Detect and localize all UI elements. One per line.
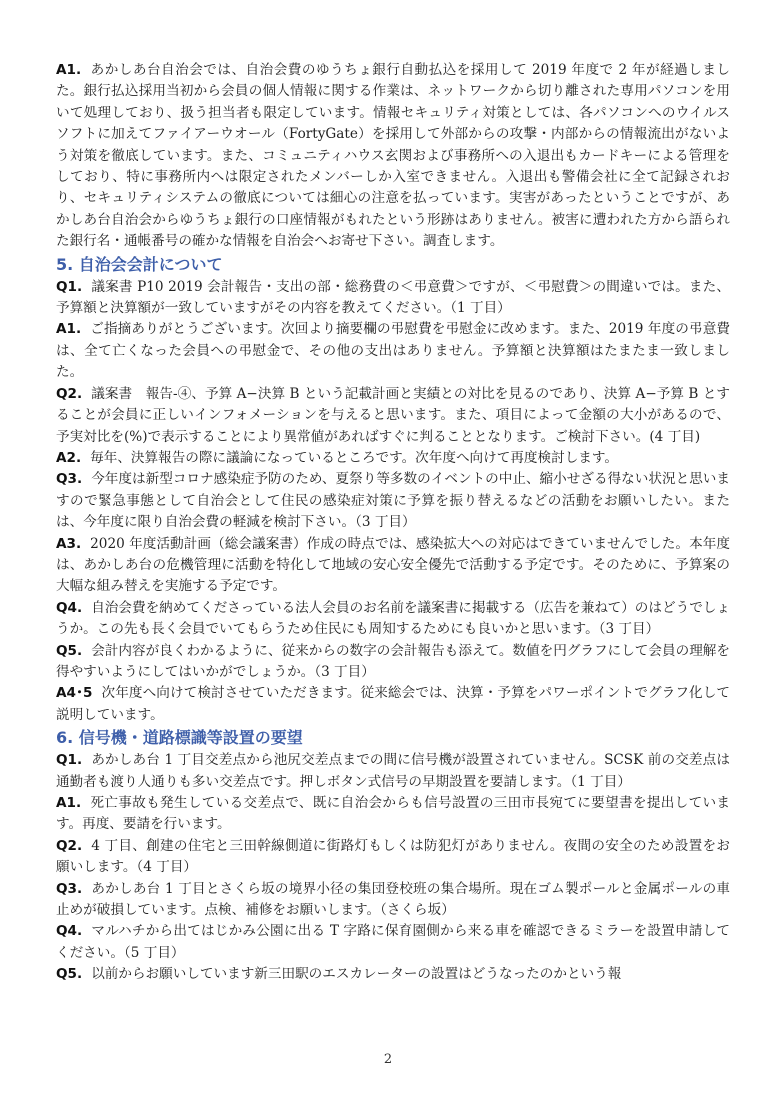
qa-text: 会計内容が良くわかるように、従来からの数字の会計報告も添えて。数値を円グラフにして会員の理解を得やすいようにしてはいかがでしょうか。（3 丁目） bbox=[56, 642, 730, 680]
qa-label: Q2. bbox=[56, 837, 83, 854]
qa-entry bbox=[56, 319, 730, 383]
document-body bbox=[56, 60, 730, 986]
qa-text: 議案書 P10 2019 会計報告・支出の部・総務費の＜弔意費＞ですが、＜弔慰費＞の間違いでは。また、予算額と決算額が一致していますがその内容を教えてください。（1 丁目） bbox=[56, 278, 730, 317]
qa-text: 今年度は新型コロナ感染症予防のため、夏祭り等多数のイベントの中止、縮小せざる得ない状況と思いますので緊急事態として自治会として住民の感染症対策に予算を振り替えるなどの活動をお願いしたい。または、今年度に限り自治会費の軽減を検討下さい。（3 丁目） bbox=[56, 471, 730, 531]
qa-entry bbox=[56, 60, 730, 253]
section-heading: 6. 信号機・道路標識等設置の要望 bbox=[56, 728, 303, 748]
qa-text: ご指摘ありがとうございます。次回より摘要欄の弔慰費を弔慰金に改めます。また、2019 年度の弔意費は、全て亡くなった会員への弔慰金で、その他の支出はありません。予算額と決算額はたまたま一致しました。 bbox=[56, 321, 730, 381]
qa-entry bbox=[56, 534, 730, 598]
qa-label: Q1. bbox=[56, 752, 83, 769]
qa-entry bbox=[56, 836, 730, 879]
qa-entry bbox=[56, 683, 730, 726]
qa-text: 死亡事故も発生している交差点で、既に自治会からも信号設置の三田市長宛てに要望書を提出しています。再度、要請を行います。 bbox=[56, 795, 730, 833]
section-heading: 5. 自治会会計について bbox=[56, 254, 223, 274]
qa-entry bbox=[56, 598, 730, 641]
qa-entry bbox=[56, 964, 730, 985]
qa-entry bbox=[56, 641, 730, 684]
qa-label: Q5. bbox=[56, 966, 83, 983]
qa-label: A2. bbox=[56, 449, 82, 466]
qa-text: あかしあ台 1 丁目交差点から池尻交差点までの間に信号機が設置されていません。SCSK 前の交差点は通勤者も渡り人通りも多い交差点です。押しボタン式信号の早期設置を要請します。（1 丁目） bbox=[56, 752, 730, 790]
qa-label: Q5. bbox=[56, 642, 83, 659]
qa-entry bbox=[56, 448, 730, 469]
qa-text: 2020 年度活動計画（総会議案書）作成の時点では、感染拡大への対応はできていませんでした。本年度は、あかしあ台の危機管理に活動を特化して地域の安心安全優先で活動する予定です。そのために、予算案の大幅な組み替えを実施する予定です。 bbox=[56, 535, 730, 595]
qa-text: マルハチから出てはじかみ公園に出る T 字路に保育園側から来る車を確認できるミラーを設置申請してください。（5 丁目） bbox=[56, 923, 730, 961]
qa-entry bbox=[56, 384, 730, 448]
qa-text: 以前からお願いしています新三田駅のエスカレーターの設置はどうなったのかという報 bbox=[91, 966, 622, 983]
qa-entry bbox=[56, 469, 730, 533]
qa-text: 議案書 報告-④、予算 A−決算 B という記載計画と実績との対比を見るのであり、決算 A−予算 B とすることが会員に正しいインフォメーションを与えると思います。また、項目によって金額の大小があるので、予実対比を(%)で表示することにより異常値があればすぐに判ることとなります。ご検討下さい。(4 丁目) bbox=[56, 385, 730, 445]
qa-label: Q1. bbox=[56, 278, 83, 295]
qa-label: Q4. bbox=[56, 923, 83, 940]
qa-label: A1. bbox=[56, 321, 82, 338]
qa-label: Q2. bbox=[56, 385, 83, 402]
qa-entry bbox=[56, 921, 730, 964]
qa-label: Q3. bbox=[56, 880, 83, 897]
qa-label: A1. bbox=[56, 795, 82, 811]
qa-entry bbox=[56, 750, 730, 793]
page-number: 2 bbox=[383, 1052, 393, 1067]
qa-label: A3. bbox=[56, 535, 82, 552]
qa-text: 次年度へ向けて検討させていただきます。従来総会では、決算・予算をパワーポイントでグラフ化して説明しています。 bbox=[56, 685, 730, 723]
qa-label: A1. bbox=[56, 62, 82, 78]
qa-label: Q4. bbox=[56, 599, 83, 616]
qa-text: あかしあ台自治会では、自治会費のゆうちょ銀行自動払込を採用して 2019 年度で 2 年が経過しました。銀行払込採用当初から会員の個人情報に関する作業は、ネットワークから切り離された専用パソコンを用いて処理しており、扱う担当者も限定しています。情報セキュリティ対策としては、各パソコンへのウイルスソフトに加えてファイアーウオール（FortyGate）を採用して外部からの攻撃・内部からの情報流出がないよう対策を徹底しています。また、コミュニティハウス玄関および事務所への入退出もカードキーによる管理をしており、特に事務所内へは限定されたメンバーしか入室できません。入退出も警備会社に全て記録されおり、セキュリティシステムの徹底については細心の注意を払っています。実害があったということですが、あかしあ台自治会からゆうちょ銀行の口座情報がもれたという形跡はありません。被害に遭われた方から語られた銀行名・通帳番号の確かな情報を自治会へお寄せ下さい。調査します。 bbox=[56, 62, 730, 250]
qa-entry bbox=[56, 793, 730, 836]
qa-text: 4 丁目、創建の住宅と三田幹線側道に街路灯もしくは防犯灯がありません。夜間の安全のため設置をお願いします。（4 丁目） bbox=[56, 837, 730, 876]
qa-text: 自治会費を納めてくださっている法人会員のお名前を議案書に掲載する（広告を兼ねて）のはどうでしょうか。この先も長く会員でいてもらうため住民にも周知するためにも良いかと思います。（3 丁目） bbox=[56, 599, 730, 638]
qa-entry bbox=[56, 277, 730, 320]
qa-label: Q3. bbox=[56, 471, 83, 488]
qa-entry bbox=[56, 879, 730, 922]
qa-label: A4･5 bbox=[56, 685, 93, 702]
qa-text: 毎年、決算報告の際に議論になっているところです。次年度へ向けて再度検討します。 bbox=[90, 449, 618, 466]
qa-text: あかしあ台 1 丁目とさくら坂の境界小径の集団登校班の集合場所。現在ゴム製ポールと金属ポールの車止めが破損しています。点検、補修をお願いします。（さくら坂） bbox=[56, 880, 730, 919]
